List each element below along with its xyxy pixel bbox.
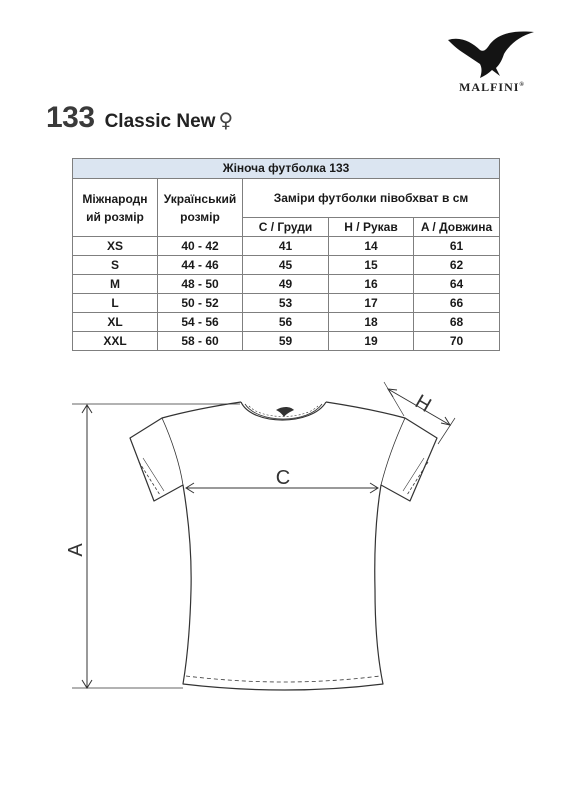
cell-intl: L	[73, 294, 158, 313]
cell-intl: XS	[73, 237, 158, 256]
table-title: Жіноча футболка 133	[73, 159, 500, 179]
cell-intl: S	[73, 256, 158, 275]
tshirt-outline	[130, 402, 437, 690]
size-table	[72, 158, 500, 351]
cell-length: 68	[414, 313, 500, 332]
cell-length: 62	[414, 256, 500, 275]
header-length: A / Довжина	[414, 218, 500, 237]
product-code: 133	[46, 101, 95, 134]
product-title	[46, 101, 233, 135]
cell-length: 61	[414, 237, 500, 256]
cell-sleeve: 16	[329, 275, 414, 294]
cell-length: 70	[414, 332, 500, 351]
cell-chest: 45	[243, 256, 329, 275]
header-chest: C / Груди	[243, 218, 329, 237]
label-c: C	[275, 467, 291, 489]
cell-sleeve: 18	[329, 313, 414, 332]
cell-chest: 56	[243, 313, 329, 332]
cell-sleeve: 19	[329, 332, 414, 351]
cell-ukr: 50 - 52	[158, 294, 243, 313]
header-international-size: Міжнародн ий розмір	[73, 179, 158, 237]
table-row	[73, 237, 500, 256]
malfini-logo	[440, 30, 540, 100]
table-row	[73, 256, 500, 275]
label-a: A	[65, 543, 87, 557]
cell-ukr: 40 - 42	[158, 237, 243, 256]
cell-sleeve: 17	[329, 294, 414, 313]
cell-intl: M	[73, 275, 158, 294]
cell-intl: XXL	[73, 332, 158, 351]
cell-ukr: 44 - 46	[158, 256, 243, 275]
header-sleeve: H / Рукав	[329, 218, 414, 237]
cell-chest: 59	[243, 332, 329, 351]
female-icon: ♀	[218, 108, 234, 132]
cell-intl: XL	[73, 313, 158, 332]
collar-logo-icon	[276, 407, 294, 417]
cell-length: 66	[414, 294, 500, 313]
product-name: Classic New	[104, 111, 216, 132]
cell-chest: 49	[243, 275, 329, 294]
cell-chest: 53	[243, 294, 329, 313]
table-row	[73, 313, 500, 332]
brand-name: MALFINI®	[459, 80, 525, 94]
table-row	[73, 275, 500, 294]
cell-ukr: 58 - 60	[158, 332, 243, 351]
measure-lines	[72, 382, 455, 688]
cell-ukr: 54 - 56	[158, 313, 243, 332]
header-measurements: Заміри футболки півобхват в см	[243, 179, 500, 218]
bird-silhouette-icon	[446, 30, 536, 80]
table-row	[73, 294, 500, 313]
cell-ukr: 48 - 50	[158, 275, 243, 294]
cell-chest: 41	[243, 237, 329, 256]
cell-sleeve: 15	[329, 256, 414, 275]
tshirt-measurement-diagram	[0, 380, 566, 700]
cell-sleeve: 14	[329, 237, 414, 256]
label-h: H	[411, 390, 435, 417]
header-ukrainian-size: Український розмір	[158, 179, 243, 237]
cell-length: 64	[414, 275, 500, 294]
table-row	[73, 332, 500, 351]
